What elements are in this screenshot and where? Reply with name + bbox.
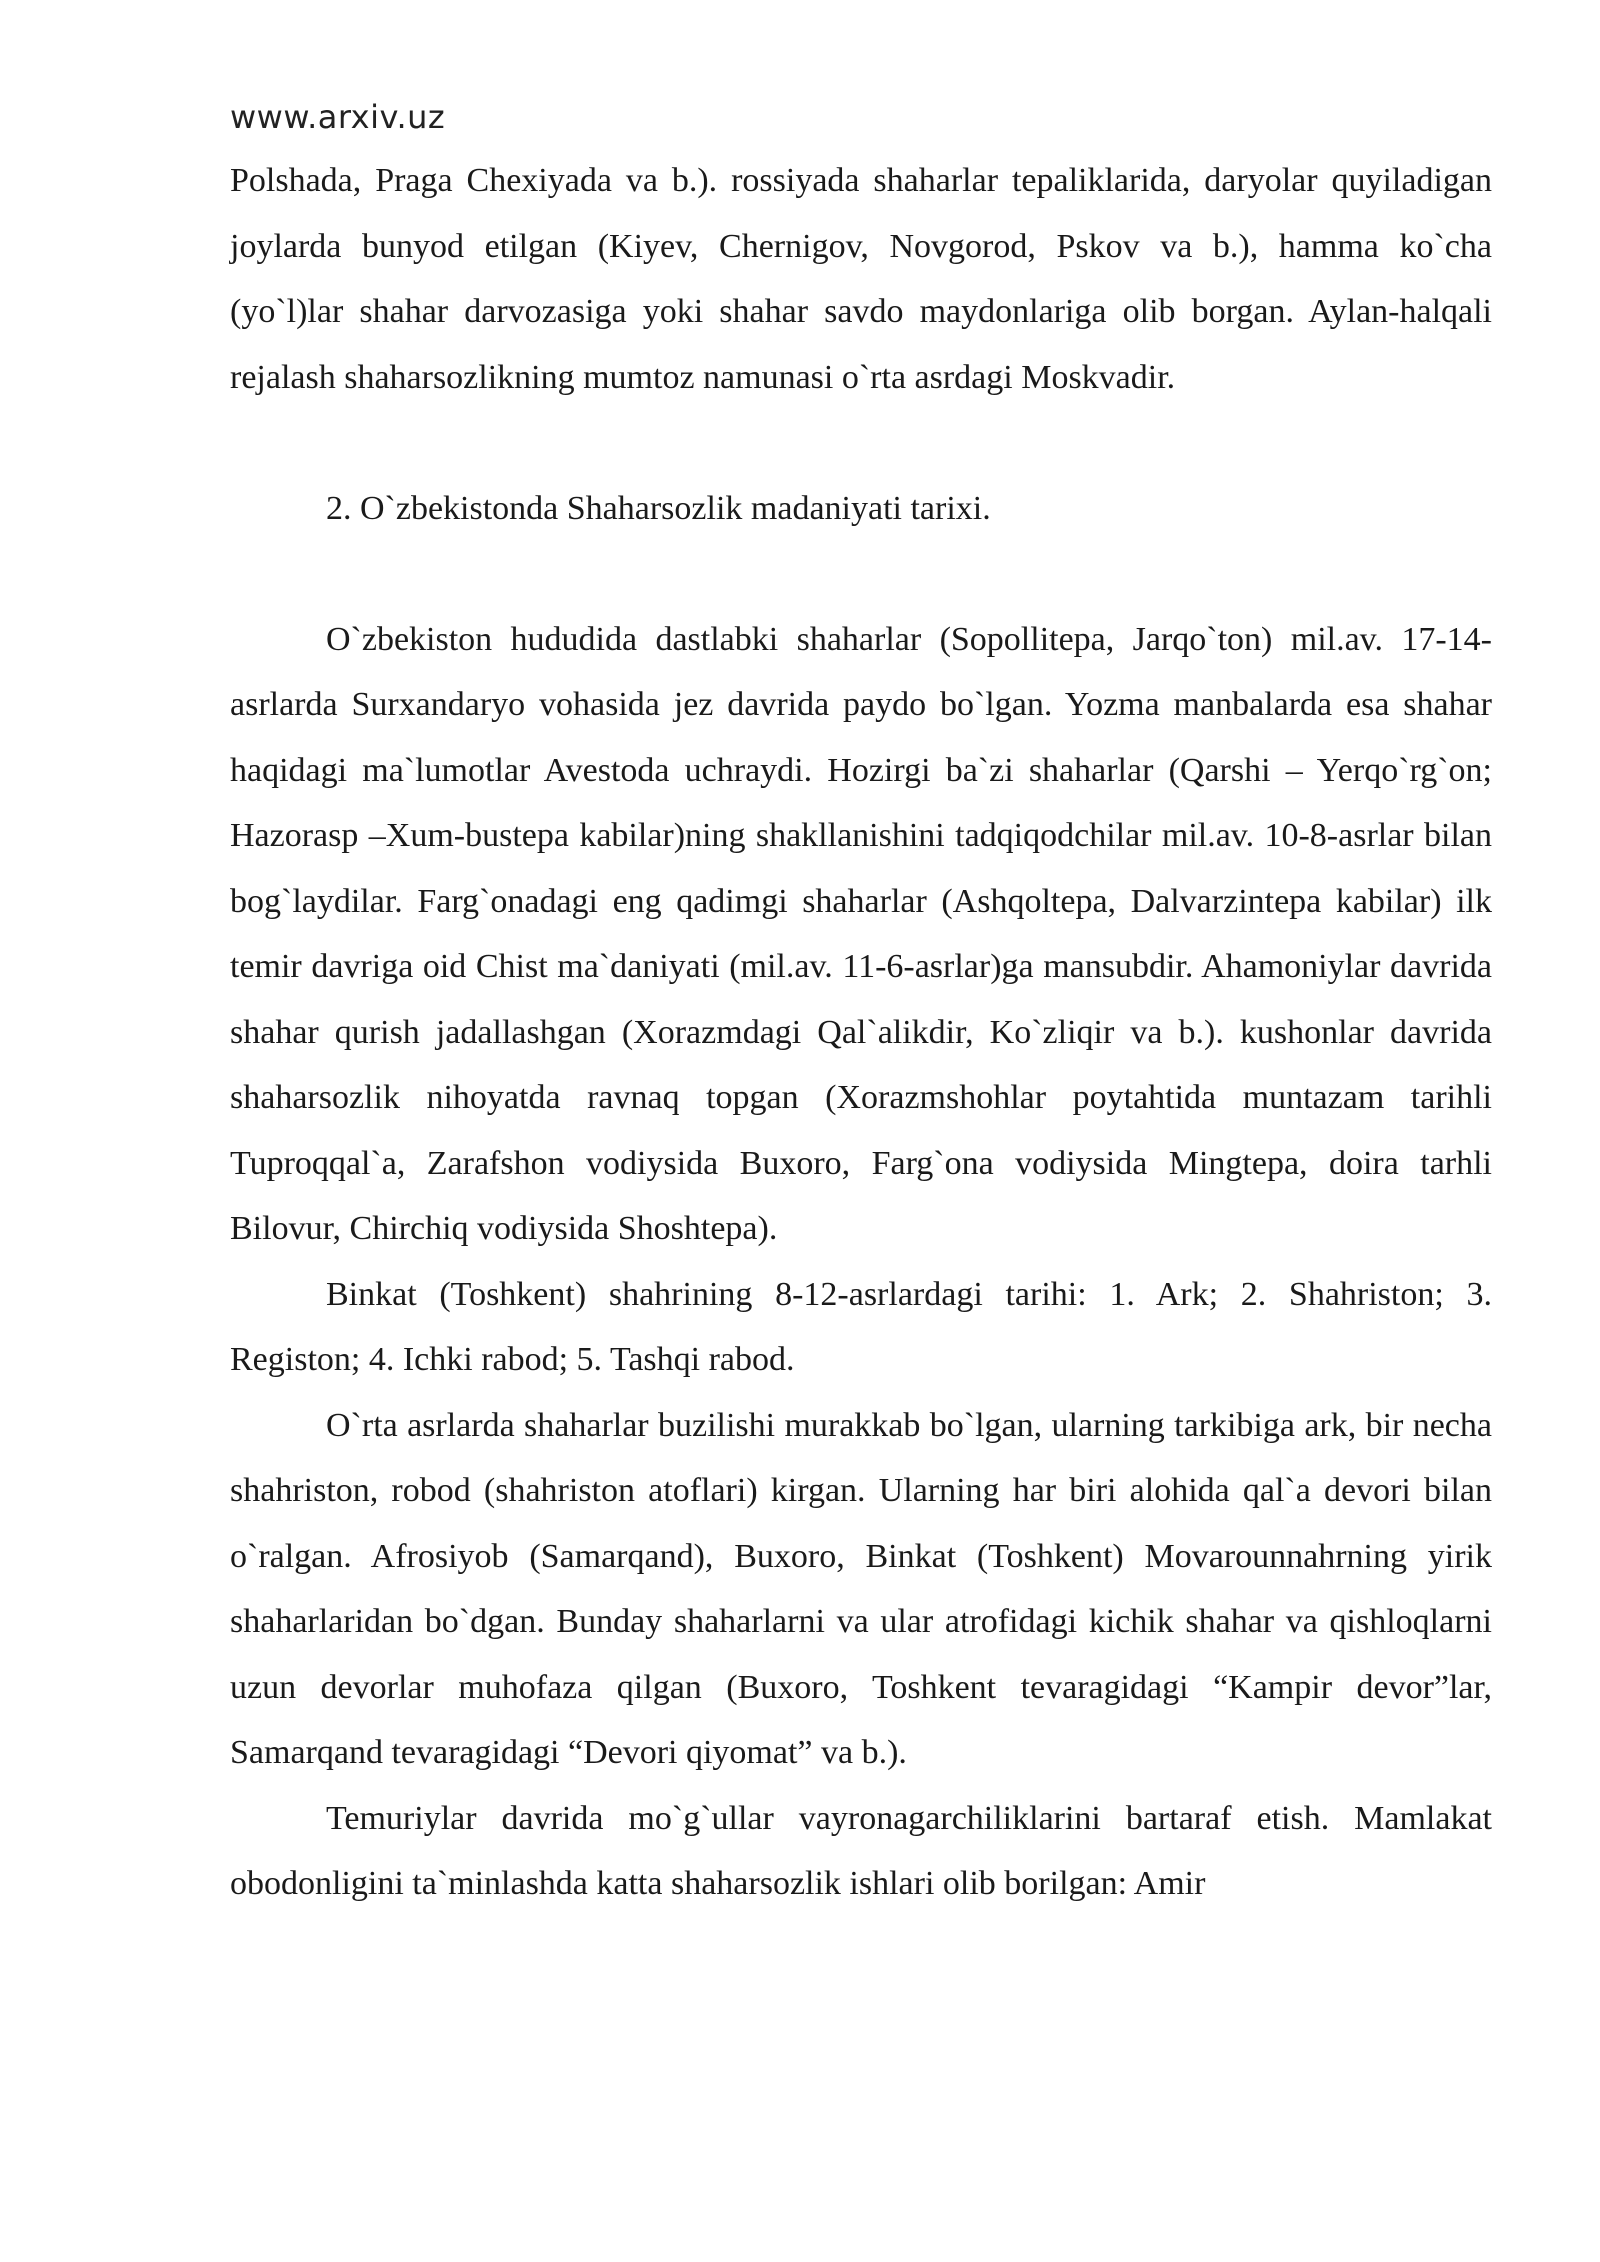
paragraph-early-cities: O`zbekiston hududida dastlabki shaharlar (Sopollitepa, Jarqo`ton) mil.av. 17-14- asrlarda Surxandaryo vohasida jez davrida paydo bo`lgan. Yozma manbalarda esa shahar haqidagi ma`lumotlar Avestoda uchraydi. Hozirgi ba`zi shaharlar (Qarshi – Yerqo`rg`on; Hazorasp –Xum-bustepa kabilar)ning shakllanishini tadqiqodchilar mil.av. 10-8-asrlar bilan bog`laydilar. Farg`onadagi eng qadimgi shaharlar (Ashqoltepa, Dalvarzintepa kabilar) ilk temir davriga oid Chist ma`daniyati (mil.av. 11-6-asrlar)ga mansubdir. Ahamoniylar davrida shahar qurish jadallashgan (Xorazmdagi Qal`alikdir, Ko`zliqir va b.). kushonlar davrida shaharsozlik nihoyatda ravnaq topgan (Xorazmshohlar poytahtida muntazam tarihli Tuproqqal`a, Zarafshon vodiysida Buxoro, Farg`ona vodiysida Mingtepa, doira tarhli Bilovur, Chirchiq vodiysida Shoshtepa). [230, 620, 1492, 1247]
spacer [230, 410, 1492, 476]
paragraph-medieval-cities: O`rta asrlarda shaharlar buzilishi murakkab bo`lgan, ularning tarkibiga ark, bir necha shahriston, robod (shahriston atoflari) kirgan. Ularning har biri alohida qal`a devori bilan o`ralgan. Afrosiyob (Samarqand), Buxoro, Binkat (Toshkent) Movarounnahrning yirik shaharlaridan bo`dgan. Bunday shaharlarni va ular atrofidagi kichik shahar va qishloqlarni uzun devorlar muhofaza qilgan (Buxoro, Toshkent tevaragidagi “Kampir devor”lar, Samarqand tevaragidagi “Devori qiyomat” va b.). [230, 1406, 1492, 1771]
paragraph-intro: Polshada, Praga Chexiyada va b.). rossiyada shaharlar tepaliklarida, daryolar quyiladigan joylarda bunyod etilgan (Kiyev, Chernigov, Novgorod, Pskov va b.), hamma ko`cha (yo`l)lar shahar darvozasiga yoki shahar savdo maydonlariga olib borgan. Aylan-halqali rejalash shaharsozlikning mumtoz namunasi o`rta asrdagi Moskvadir. [230, 162, 1492, 396]
watermark-text: www.arxiv.uz [230, 98, 446, 136]
spacer [230, 541, 1492, 607]
paragraph-binkat: Binkat (Toshkent) shahrining 8-12-asrlardagi tarihi: 1. Ark; 2. Shahriston; 3. Registon; 4. Ichki rabod; 5. Tashqi rabod. [230, 1275, 1492, 1378]
document-body [230, 148, 1492, 1917]
section-heading: 2. O`zbekistonda Shaharsozlik madaniyati tarixi. [326, 489, 991, 527]
paragraph-timurids: Temuriylar davrida mo`g`ullar vayronagarchiliklarini bartaraf etish. Mamlakat obodonligini ta`minlashda katta shaharsozlik ishlari olib borilgan: Amir [230, 1799, 1492, 1902]
